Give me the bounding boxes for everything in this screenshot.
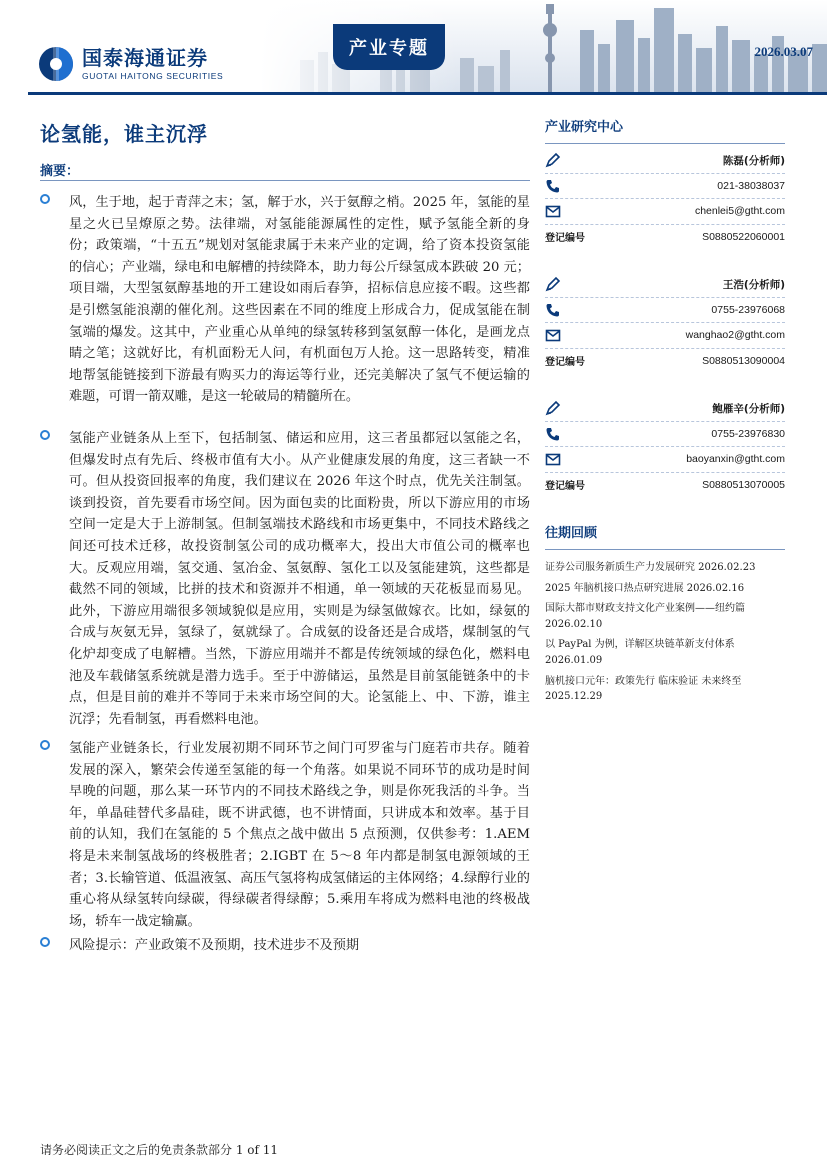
paragraph-text: 风险提示：产业政策不及预期，技术进步不及预期	[69, 938, 360, 953]
past-report-link[interactable]: 以 PayPal 为例，详解区块链革新支付体系 2026.01.09	[545, 639, 735, 666]
report-date: 2026.03.07	[754, 44, 813, 59]
pen-icon	[545, 400, 561, 416]
phone-icon	[545, 302, 561, 318]
registration-label: 登记编号	[545, 481, 585, 493]
logo-mark-icon	[38, 46, 74, 82]
analyst-email[interactable]: baoyanxin@gtht.com	[686, 453, 785, 466]
analyst-email[interactable]: wanghao2@gtht.com	[685, 329, 785, 342]
company-logo	[38, 46, 223, 82]
bullet-icon	[40, 194, 50, 204]
pen-icon	[545, 276, 561, 292]
pen-icon	[545, 152, 561, 168]
report-title: 论氢能，谁主沉浮	[40, 122, 208, 146]
analyst-card	[545, 148, 785, 249]
phone-icon	[545, 178, 561, 194]
analyst-phone: 021-38038037	[717, 179, 785, 192]
bullet-icon	[40, 937, 50, 947]
past-reports-list	[545, 560, 785, 705]
abstract-paragraph	[40, 192, 530, 408]
report-type-tag: 产业专题	[333, 24, 445, 70]
paragraph-text: 氢能产业链条长，行业发展初期不同环节之间门可罗雀与门庭若市共存。随着发展的深入，繁荣会传递至氢能的每一个角落。如果说不同环节的成功是时间早晚的问题，那么某一环节内的不同技术路线之争，则是你死我活的斗争。当年，单晶硅替代多晶硅，既不讲武德，也不讲情面，只讲成本和效率。基于目前的认知，我们在氢能的 5 个焦点之战中做出 5 点预测，仅供参考：1.AEM 将是未来制氢战场的终极胜者；2.IGBT 在 5～8 年内都是制氢电源领域的王者；3.长输管道、低温液氢、高压气氢将构成氢储运的主体网络；4.绿醇行业的重心将从绿氢转向绿碳，得绿碳者得绿醇；5.乘用车将成为燃料电池的终极战场，轿车一战定输赢。	[69, 741, 530, 929]
logo-chinese-text: 国泰海通证券	[82, 46, 208, 70]
paragraph-text: 风，生于地，起于青萍之末；氢，解于水，兴于氨醇之梢。2025 年，氢能的星星之火已呈燎原之势。法律端，对氢能能源属性的定性，赋予氢能全新的身份；政策端，“十五五”规划对氢能隶属于未来产业的定调，给了资本投资氢能的信心；产业端，绿电和电解槽的持续降本，助力每公斤绿氢成本跌破 20 元；项目端，大型氢氨醇基地的开工建设如雨后春笋，招标信息应接不暇。这些都是引燃氢能浪潮的催化剂。这些因素在不同的维度上形成合力，促成氢能在制氢端的爆发。这其中，产业重心从单纯的绿氢转移到氢氨醇一体化，是画龙点睛之笔；这就好比，有机面粉无人问，有机面包万人抢。这一思路转变，精准地帮氢能链接到下游最有购买力的海运等行业，还完美解决了氢气不便运输的难题，可谓一箭双雕，是这一轮破局的精髓所在。	[69, 195, 530, 405]
past-report-link[interactable]: 证券公司服务新质生产力发展研究 2026.02.23	[545, 562, 756, 573]
research-center-heading: 产业研究中心	[545, 120, 624, 135]
sidebar-divider	[545, 143, 785, 144]
past-reports	[545, 522, 785, 705]
past-reports-divider	[545, 549, 785, 550]
registration-number: S0880522060001	[702, 230, 785, 243]
registration-label: 登记编号	[545, 357, 585, 369]
analyst-card	[545, 396, 785, 497]
bullet-icon	[40, 740, 50, 750]
analyst-name: 陈磊(分析师)	[722, 154, 785, 167]
analyst-card	[545, 272, 785, 373]
mail-icon	[545, 327, 561, 343]
past-report-link[interactable]: 2025 年脑机接口热点研究进展 2026.02.16	[545, 582, 745, 594]
header-divider	[28, 92, 827, 95]
abstract-label: 摘要：	[40, 164, 80, 179]
analyst-name: 鲍雁辛(分析师)	[712, 402, 785, 415]
registration-number: S0880513090004	[702, 354, 785, 367]
abstract-divider	[40, 180, 530, 181]
past-reports-heading: 往期回顾	[545, 526, 598, 541]
past-report-link[interactable]: 脑机接口元年：政策先行 临床验证 未来终至 2025.12.29	[545, 675, 742, 703]
registration-label: 登记编号	[545, 233, 585, 245]
abstract-paragraph	[40, 428, 530, 730]
analyst-email[interactable]: chenlei5@gtht.com	[694, 205, 785, 218]
paragraph-text: 氢能产业链条从上至下，包括制氢、储运和应用，这三者虽都冠以氢能之名，但爆发时点有先后、终极市值有大小。从产业健康发展的角度，这三者缺一不可。但从投资回报率的角度，我们建议在 2026 年这个时点，优先关注制氢。谈到投资，首先要看市场空间。因为面包卖的比面粉贵，所以下游应用的市场空间一定是大于上游制氢。但制氢端技术路线和市场更集中，不同技术路线之间还可技术迁移，故投资制氢公司的成功概率大，投出大市值公司的概率也大。反观应用端，氢交通、氢冶金、氢氨醇、氢化工以及氢能建筑，这些都是截然不同的领域，比拼的技术和资源并不相通，单一领域的天花板显而易见。此外，下游应用端很多领域貌似是应用，实则是为绿氢做嫁衣。比如，绿氨的合成与灰氨无异，氢绿了，氨就绿了。合成氨的设备还是合成塔，煤制氢的气化炉却变成了电解槽。当然，下游应用端并不都是传统领域的绿色化，燃料电池及车载储氢系统就是潜力选手。至于中游储运，虽然是目前氢能链条中的卡点，但是目前的难并不等同于未来市场空间的大。论氢能上、中、下游，谁主沉浮；先看制氢，再看燃料电池。	[69, 431, 530, 727]
analyst-name: 王浩(分析师)	[722, 278, 785, 291]
abstract-paragraph	[40, 738, 530, 932]
analyst-phone: 0755-23976068	[711, 303, 785, 316]
registration-number: S0880513070005	[702, 478, 785, 491]
risk-warning	[40, 935, 530, 957]
past-report-link[interactable]: 国际大都市财政支持文化产业案例——纽约篇 2026.02.10	[545, 603, 745, 630]
mail-icon	[545, 203, 561, 219]
main-content	[40, 118, 530, 953]
analyst-phone: 0755-23976830	[711, 427, 785, 440]
sidebar	[545, 116, 785, 497]
phone-icon	[545, 426, 561, 442]
logo-english-text: GUOTAI HAITONG SECURITIES	[82, 71, 224, 81]
page-footer: 请务必阅读正文之后的免责条款部分 1 of 11	[40, 1143, 279, 1157]
mail-icon	[545, 451, 561, 467]
bullet-icon	[40, 430, 50, 440]
page-header	[0, 0, 827, 96]
